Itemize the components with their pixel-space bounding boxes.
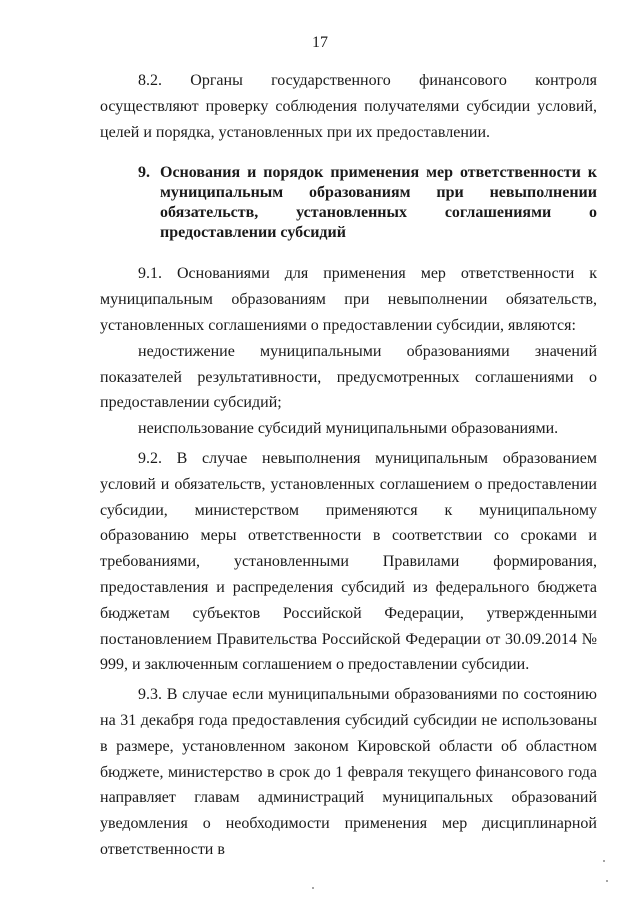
section-heading-9 [138, 163, 597, 243]
paragraph-8-2: 8.2. Органы государственного финансового контроля осуществляют проверку соблюдения получателями субсидии условий, целей и порядка, установленных при их предоставлении. [100, 72, 597, 141]
scan-speck [606, 880, 608, 882]
paragraph-9-2: 9.2. В случае невыполнения муниципальным образованием условий и обязательств, установленных соглашением о предоставлении субсидии, министерством применяются к муниципальному образованию меры ответственности в соответствии со сроками и требованиями, установленными Правилами формирования, предоставления и распределения субсидий из федерального бюджета бюджетам субъектов Российской Федерации, утвержденными постановлением Правительства Российской Федерации от 30.09.2014 № 999, и заключенным соглашением о предоставлении субсидии. [100, 449, 597, 674]
paragraph-9-1-item-b: неиспользование субсидий муниципальными образованиями. [138, 420, 559, 438]
section-title: Основания и порядок применения мер ответственности к муниципальным образованиям при невыполнении обязательств, установленных соглашениями о предоставлении субсидий [160, 164, 597, 242]
document-body [100, 68, 597, 863]
page-number: 17 [312, 34, 328, 51]
paragraph-9-1-item-a: недостижение муниципальными образованиями значений показателей результативности, предусмотренных соглашениями о предоставлении субсидий; [100, 342, 597, 412]
scan-speck [312, 887, 314, 889]
paragraph-9-3: 9.3. В случае если муниципальными образованиями по состоянию на 31 декабря года предоставления субсидий субсидии не использованы в размере, установленном законом Кировской области об областном бюджете, министерство в срок до 1 февраля текущего финансового года направляет главам администраций муниципальных образований уведомления о необходимости применения мер дисциплинарной ответственности в [100, 686, 597, 858]
section-number: 9. [138, 164, 150, 182]
paragraph-9-1: 9.1. Основаниями для применения мер ответственности к муниципальным образованиям при невыполнении обязательств, установленных соглашениями о предоставлении субсидии, являются: [100, 265, 597, 334]
scan-speck [603, 860, 605, 862]
